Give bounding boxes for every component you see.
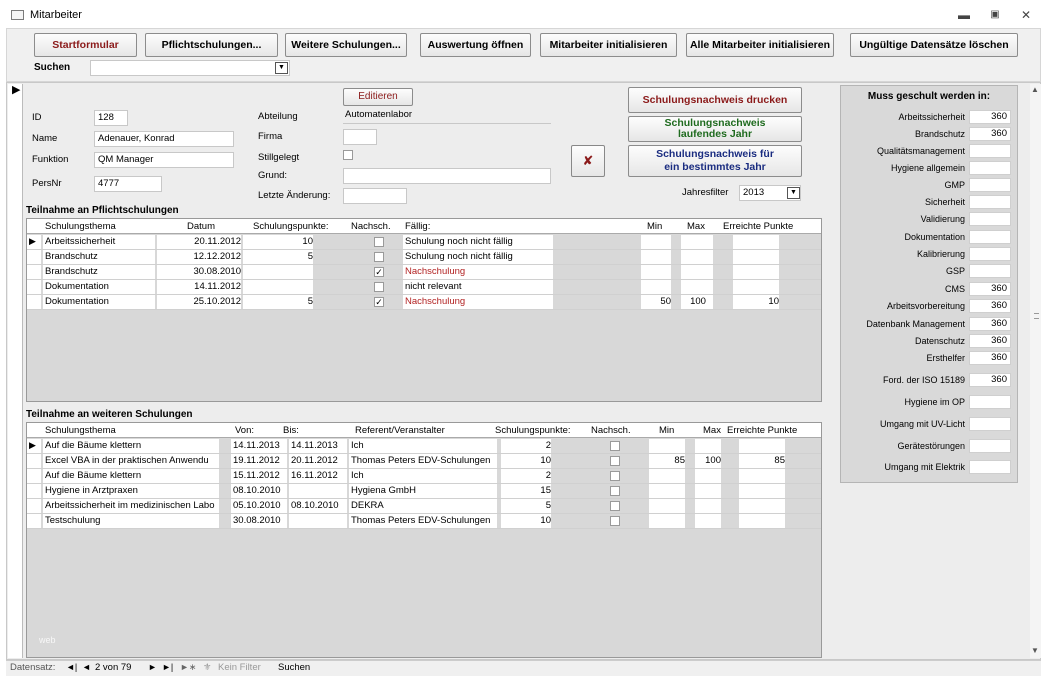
muss-value-field[interactable] bbox=[969, 212, 1011, 226]
pflichtschulungen-title: Teilnahme an Pflichtschulungen bbox=[26, 205, 179, 216]
cell-thema[interactable]: Hygiene in Arztpraxen bbox=[43, 484, 219, 498]
persnr-label: PersNr bbox=[32, 178, 62, 189]
cell-min[interactable] bbox=[649, 439, 685, 453]
muss-value-field[interactable] bbox=[969, 230, 1011, 244]
cell-min[interactable]: 50 bbox=[641, 295, 671, 309]
cell-erreicht[interactable] bbox=[733, 250, 779, 264]
cell-thema[interactable]: Auf die Bäume klettern bbox=[43, 469, 219, 483]
cell-min[interactable] bbox=[649, 514, 685, 528]
cell-referent[interactable]: DEKRA bbox=[349, 499, 497, 513]
muss-value-field[interactable]: 360 bbox=[969, 110, 1011, 124]
nachweis-laufendes-jahr-button[interactable]: Schulungsnachweis laufendes Jahr bbox=[628, 116, 802, 142]
table-row[interactable] bbox=[27, 514, 821, 529]
ungueltige-loeschen-button[interactable]: Ungültige Datensätze löschen bbox=[850, 33, 1018, 57]
cell-faellig[interactable]: nicht relevant bbox=[403, 280, 553, 294]
firma-field[interactable] bbox=[343, 129, 377, 145]
table-row[interactable] bbox=[27, 265, 821, 280]
muss-value-field[interactable] bbox=[969, 439, 1011, 453]
muss-geschult-title: Muss geschult werden in: bbox=[867, 91, 991, 102]
name-field[interactable]: Adenauer, Konrad bbox=[94, 131, 234, 147]
stillgelegt-checkbox[interactable] bbox=[343, 150, 353, 160]
weitere-schulungen-button[interactable]: Weitere Schulungen... bbox=[285, 33, 407, 57]
cell-referent[interactable]: Thomas Peters EDV-Schulungen bbox=[349, 514, 497, 528]
muss-value-field[interactable]: 360 bbox=[969, 373, 1011, 387]
table-row[interactable] bbox=[27, 295, 821, 310]
row-selector[interactable] bbox=[27, 499, 41, 513]
cell-faellig[interactable]: Schulung noch nicht fällig bbox=[403, 250, 553, 264]
col-faellig: Fällig: bbox=[405, 221, 431, 232]
nachsch-checkbox[interactable] bbox=[610, 501, 620, 511]
col-max: Max bbox=[703, 425, 721, 436]
muss-value-field[interactable]: 360 bbox=[969, 317, 1011, 331]
cell-punkte[interactable]: 2 bbox=[501, 439, 551, 453]
muss-label: Umgang mit UV-Licht bbox=[879, 419, 965, 429]
table-row[interactable] bbox=[27, 484, 821, 499]
schulungsnachweis-drucken-button[interactable]: Schulungsnachweis drucken bbox=[628, 87, 802, 113]
muss-value-field[interactable] bbox=[969, 178, 1011, 192]
table-row[interactable] bbox=[27, 235, 821, 250]
cell-faellig[interactable]: Nachschulung bbox=[403, 265, 553, 279]
table-row[interactable] bbox=[27, 499, 821, 514]
muss-value-field[interactable]: 360 bbox=[969, 351, 1011, 365]
col-erreicht: Erreichte Punkte bbox=[727, 425, 798, 436]
search-combo[interactable] bbox=[90, 60, 290, 76]
table-row[interactable] bbox=[27, 454, 821, 469]
muss-value-field[interactable]: 360 bbox=[969, 282, 1011, 296]
muss-label: Sicherheit bbox=[924, 197, 965, 207]
cell-erreicht[interactable] bbox=[739, 469, 785, 483]
cell-erreicht[interactable] bbox=[733, 235, 779, 249]
cell-datum[interactable]: 25.10.2012 bbox=[157, 295, 241, 309]
muss-label: Arbeitssicherheit bbox=[898, 112, 965, 122]
cell-von[interactable]: 05.10.2010 bbox=[231, 499, 287, 513]
cell-max[interactable]: 100 bbox=[695, 454, 721, 468]
abteilung-field[interactable]: Automatenlabor bbox=[343, 109, 551, 124]
muss-label: Ford. der ISO 15189 bbox=[882, 375, 965, 385]
cell-min[interactable] bbox=[641, 265, 671, 279]
cell-erreicht[interactable]: 85 bbox=[739, 454, 785, 468]
nachsch-checkbox[interactable] bbox=[610, 441, 620, 451]
muss-value-field[interactable] bbox=[969, 417, 1011, 431]
nachweis-bestimmtes-jahr-button[interactable]: Schulungsnachweis für ein bestimmtes Jahr bbox=[628, 145, 802, 177]
muss-label: Datenschutz bbox=[914, 336, 965, 346]
cell-referent[interactable]: Ich bbox=[349, 439, 497, 453]
cell-faellig[interactable]: Schulung noch nicht fällig bbox=[403, 235, 553, 249]
nachsch-checkbox[interactable] bbox=[374, 252, 384, 262]
cell-faellig[interactable]: Nachschulung bbox=[403, 295, 553, 309]
nachsch-checkbox[interactable] bbox=[610, 471, 620, 481]
cell-punkte[interactable]: 10 bbox=[501, 454, 551, 468]
cell-thema[interactable]: Testschulung bbox=[43, 514, 219, 528]
col-bis: Bis: bbox=[283, 425, 299, 436]
cell-thema[interactable]: Brandschutz bbox=[43, 250, 155, 264]
muss-value-field[interactable]: 360 bbox=[969, 334, 1011, 348]
muss-value-field[interactable] bbox=[969, 460, 1011, 474]
muss-value-field[interactable] bbox=[969, 247, 1011, 261]
record-pointer-icon: ▶ bbox=[12, 84, 21, 96]
cell-punkte[interactable]: 2 bbox=[501, 469, 551, 483]
cell-punkte[interactable]: 15 bbox=[501, 484, 551, 498]
weitere-rows bbox=[27, 439, 821, 529]
cell-punkte[interactable] bbox=[243, 280, 313, 294]
cell-min[interactable] bbox=[649, 499, 685, 513]
restore-icon[interactable]: ▣ bbox=[990, 9, 1000, 20]
cell-bis[interactable] bbox=[289, 514, 347, 528]
cell-bis[interactable]: 14.11.2013 bbox=[289, 439, 347, 453]
cell-datum[interactable]: 20.11.2012 bbox=[157, 235, 241, 249]
cell-bis[interactable]: 16.11.2012 bbox=[289, 469, 347, 483]
row-selector[interactable] bbox=[27, 484, 41, 498]
cell-punkte[interactable]: 5 bbox=[243, 295, 313, 309]
last-record-icon[interactable]: ►| bbox=[162, 662, 174, 672]
table-row[interactable] bbox=[27, 250, 821, 265]
muss-label: Umgang mit Elektrik bbox=[884, 462, 965, 472]
scroll-thumb[interactable] bbox=[1034, 313, 1039, 319]
funktion-field[interactable]: QM Manager bbox=[94, 152, 234, 168]
startformular-button[interactable]: Startformular bbox=[34, 33, 137, 57]
id-label: ID bbox=[32, 112, 42, 123]
row-selector[interactable] bbox=[27, 514, 41, 528]
muss-label: CMS bbox=[945, 284, 965, 294]
col-thema: Schulungsthema bbox=[45, 221, 116, 232]
col-punkte: Schulungspunkte: bbox=[495, 425, 571, 436]
muss-label: GSP bbox=[945, 266, 965, 276]
cell-thema[interactable]: Excel VBA in der praktischen Anwendu bbox=[43, 454, 219, 468]
cell-thema[interactable]: Dokumentation bbox=[43, 280, 155, 294]
cell-max[interactable] bbox=[681, 250, 713, 264]
pflicht-header-row bbox=[27, 219, 821, 234]
muss-label: Brandschutz bbox=[914, 129, 965, 139]
watermark: web bbox=[39, 635, 56, 645]
row-selector[interactable] bbox=[27, 295, 41, 309]
muss-value-field[interactable] bbox=[969, 161, 1011, 175]
cell-datum[interactable]: 30.08.2010 bbox=[157, 265, 241, 279]
table-row[interactable] bbox=[27, 280, 821, 295]
name-label: Name bbox=[32, 133, 58, 144]
cell-erreicht[interactable] bbox=[739, 499, 785, 513]
window-title: Mitarbeiter bbox=[30, 9, 82, 21]
muss-value-field[interactable]: 360 bbox=[969, 127, 1011, 141]
muss-items bbox=[841, 86, 1017, 482]
cell-von[interactable]: 14.11.2013 bbox=[231, 439, 287, 453]
grund-field[interactable] bbox=[343, 168, 551, 184]
persnr-field[interactable]: 4777 bbox=[94, 176, 162, 192]
editieren-button[interactable]: Editieren bbox=[343, 88, 413, 106]
cell-von[interactable]: 30.08.2010 bbox=[231, 514, 287, 528]
col-erreicht: Erreichte Punkte bbox=[723, 221, 794, 232]
col-thema: Schulungsthema bbox=[45, 425, 116, 436]
cell-thema[interactable]: Arbeitssicherheit im medizinischen Labo bbox=[43, 499, 219, 513]
cell-max[interactable]: 100 bbox=[681, 295, 713, 309]
cell-max[interactable] bbox=[681, 280, 713, 294]
weitere-schulungen-subform bbox=[26, 422, 822, 658]
nachsch-checkbox[interactable] bbox=[374, 282, 384, 292]
muss-label: Arbeitsvorbereitung bbox=[886, 301, 965, 311]
jahresfilter-combo[interactable]: 2013 bbox=[739, 185, 801, 201]
search-label: Suchen bbox=[34, 62, 71, 73]
record-selector[interactable] bbox=[8, 84, 23, 658]
new-record-icon[interactable]: ►∗ bbox=[180, 662, 197, 672]
pflichtschulungen-subform bbox=[26, 218, 822, 402]
cell-punkte[interactable] bbox=[243, 265, 313, 279]
cell-referent[interactable]: Ich bbox=[349, 469, 497, 483]
cell-max[interactable] bbox=[681, 235, 713, 249]
auswertung-button[interactable]: Auswertung öffnen bbox=[420, 33, 531, 57]
stillgelegt-label: Stillgelegt bbox=[258, 152, 300, 163]
muss-geschult-panel bbox=[840, 85, 1018, 483]
vertical-scrollbar[interactable] bbox=[1030, 84, 1041, 658]
muss-label: Gerätestörungen bbox=[897, 441, 965, 451]
cell-punkte[interactable]: 10 bbox=[501, 514, 551, 528]
letzte-aenderung-label: Letzte Änderung: bbox=[258, 190, 331, 201]
cell-erreicht[interactable] bbox=[733, 280, 779, 294]
clear-filter-icon[interactable]: ✘ bbox=[571, 145, 605, 177]
row-selector[interactable] bbox=[27, 265, 41, 279]
cell-punkte[interactable]: 5 bbox=[243, 250, 313, 264]
muss-label: Hygiene allgemein bbox=[890, 163, 965, 173]
row-selector[interactable]: ▶ bbox=[27, 235, 41, 249]
cell-erreicht[interactable] bbox=[739, 484, 785, 498]
col-punkte: Schulungspunkte: bbox=[253, 221, 329, 232]
cell-min[interactable]: 85 bbox=[649, 454, 685, 468]
cell-datum[interactable]: 14.11.2012 bbox=[157, 280, 241, 294]
col-datum: Datum bbox=[187, 221, 215, 232]
datensatz-label: Datensatz: bbox=[10, 662, 56, 673]
scroll-up-icon[interactable]: ▲ bbox=[1031, 85, 1039, 94]
cell-datum[interactable]: 12.12.2012 bbox=[157, 250, 241, 264]
cell-min[interactable] bbox=[641, 235, 671, 249]
abteilung-label: Abteilung bbox=[258, 111, 298, 122]
muss-value-field[interactable]: 360 bbox=[969, 299, 1011, 313]
cell-min[interactable] bbox=[649, 484, 685, 498]
cell-erreicht[interactable] bbox=[739, 439, 785, 453]
muss-value-field[interactable] bbox=[969, 395, 1011, 409]
table-row[interactable] bbox=[27, 439, 821, 454]
first-record-icon[interactable]: ◄| bbox=[66, 662, 78, 672]
muss-label: Ersthelfer bbox=[926, 353, 965, 363]
col-referent: Referent/Veranstalter bbox=[355, 425, 445, 436]
muss-value-field[interactable] bbox=[969, 195, 1011, 209]
weitere-schulungen-title: Teilnahme an weiteren Schulungen bbox=[26, 409, 193, 420]
row-selector[interactable] bbox=[27, 469, 41, 483]
cell-punkte[interactable]: 10 bbox=[243, 235, 313, 249]
funktion-label: Funktion bbox=[32, 154, 69, 165]
cell-von[interactable]: 08.10.2010 bbox=[231, 484, 287, 498]
weitere-header-row bbox=[27, 423, 821, 438]
minimize-icon[interactable]: ▬ bbox=[958, 8, 970, 22]
col-nachsch: Nachsch. bbox=[591, 425, 631, 436]
cell-max[interactable] bbox=[695, 514, 721, 528]
close-icon[interactable]: ✕ bbox=[1020, 8, 1032, 22]
nav-search[interactable]: Suchen bbox=[278, 662, 311, 673]
pflichtschulungen-button[interactable]: Pflichtschulungen... bbox=[145, 33, 278, 57]
title-bar bbox=[0, 0, 1055, 30]
nachsch-checkbox[interactable] bbox=[610, 486, 620, 496]
nachsch-checkbox[interactable] bbox=[374, 237, 384, 247]
pflicht-rows bbox=[27, 235, 821, 310]
row-selector[interactable]: ▶ bbox=[27, 439, 41, 453]
cell-bis[interactable] bbox=[289, 484, 347, 498]
filter-icon[interactable]: ⚜ bbox=[203, 662, 212, 673]
id-field[interactable]: 128 bbox=[94, 110, 128, 126]
row-selector[interactable] bbox=[27, 250, 41, 264]
row-selector[interactable] bbox=[27, 454, 41, 468]
next-record-icon[interactable]: ► bbox=[148, 662, 157, 672]
cell-von[interactable]: 19.11.2012 bbox=[231, 454, 287, 468]
muss-label: Qualitätsmanagement bbox=[876, 146, 965, 156]
chevron-down-icon[interactable]: ▼ bbox=[275, 62, 288, 74]
cell-thema[interactable]: Dokumentation bbox=[43, 295, 155, 309]
muss-value-field[interactable] bbox=[969, 144, 1011, 158]
muss-label: Datenbank Management bbox=[866, 319, 965, 329]
cell-erreicht[interactable] bbox=[739, 514, 785, 528]
cell-min[interactable] bbox=[641, 250, 671, 264]
letzte-aenderung-field[interactable] bbox=[343, 188, 407, 204]
cell-min[interactable] bbox=[649, 469, 685, 483]
cell-max[interactable] bbox=[695, 469, 721, 483]
cell-min[interactable] bbox=[641, 280, 671, 294]
cell-erreicht[interactable] bbox=[733, 265, 779, 279]
prev-record-icon[interactable]: ◄ bbox=[82, 662, 91, 672]
scroll-down-icon[interactable]: ▼ bbox=[1031, 646, 1039, 655]
muss-label: Hygiene im OP bbox=[904, 397, 965, 407]
jahresfilter-label: Jahresfilter bbox=[682, 187, 729, 198]
muss-label: Dokumentation bbox=[904, 232, 965, 242]
col-von: Von: bbox=[235, 425, 255, 436]
cell-erreicht[interactable]: 10 bbox=[733, 295, 779, 309]
cell-von[interactable]: 15.11.2012 bbox=[231, 469, 287, 483]
firma-label: Firma bbox=[258, 131, 283, 142]
cell-referent[interactable]: Thomas Peters EDV-Schulungen bbox=[349, 454, 497, 468]
kein-filter-button[interactable]: Kein Filter bbox=[218, 662, 261, 673]
muss-value-field[interactable] bbox=[969, 264, 1011, 278]
chevron-down-icon[interactable]: ▼ bbox=[787, 187, 800, 199]
form-icon bbox=[11, 10, 24, 20]
nachsch-checkbox[interactable] bbox=[610, 456, 620, 466]
row-selector[interactable] bbox=[27, 280, 41, 294]
cell-max[interactable] bbox=[695, 484, 721, 498]
cell-bis[interactable]: 08.10.2010 bbox=[289, 499, 347, 513]
nachsch-checkbox[interactable]: ✓ bbox=[375, 267, 383, 277]
table-row[interactable] bbox=[27, 469, 821, 484]
cell-bis[interactable]: 20.11.2012 bbox=[289, 454, 347, 468]
alle-mitarbeiter-initialisieren-button[interactable]: Alle Mitarbeiter initialisieren bbox=[686, 33, 834, 57]
cell-max[interactable] bbox=[681, 265, 713, 279]
cell-referent[interactable]: Hygiena GmbH bbox=[349, 484, 497, 498]
nachsch-checkbox[interactable]: ✓ bbox=[375, 297, 383, 307]
cell-thema[interactable]: Brandschutz bbox=[43, 265, 155, 279]
cell-thema[interactable]: Arbeitssicherheit bbox=[43, 235, 155, 249]
record-position[interactable]: 2 von 79 bbox=[95, 662, 132, 673]
col-min: Min bbox=[647, 221, 663, 232]
cell-max[interactable] bbox=[695, 439, 721, 453]
cell-max[interactable] bbox=[695, 499, 721, 513]
col-nachsch: Nachsch. bbox=[351, 221, 391, 232]
muss-label: Validierung bbox=[920, 214, 965, 224]
nachsch-checkbox[interactable] bbox=[610, 516, 620, 526]
muss-label: Kalibrierung bbox=[916, 249, 965, 259]
mitarbeiter-initialisieren-button[interactable]: Mitarbeiter initialisieren bbox=[540, 33, 677, 57]
col-max: Max bbox=[687, 221, 705, 232]
cell-punkte[interactable]: 5 bbox=[501, 499, 551, 513]
cell-thema[interactable]: Auf die Bäume klettern bbox=[43, 439, 219, 453]
grund-label: Grund: bbox=[258, 170, 288, 181]
col-min: Min bbox=[659, 425, 675, 436]
muss-label: GMP bbox=[944, 180, 965, 190]
